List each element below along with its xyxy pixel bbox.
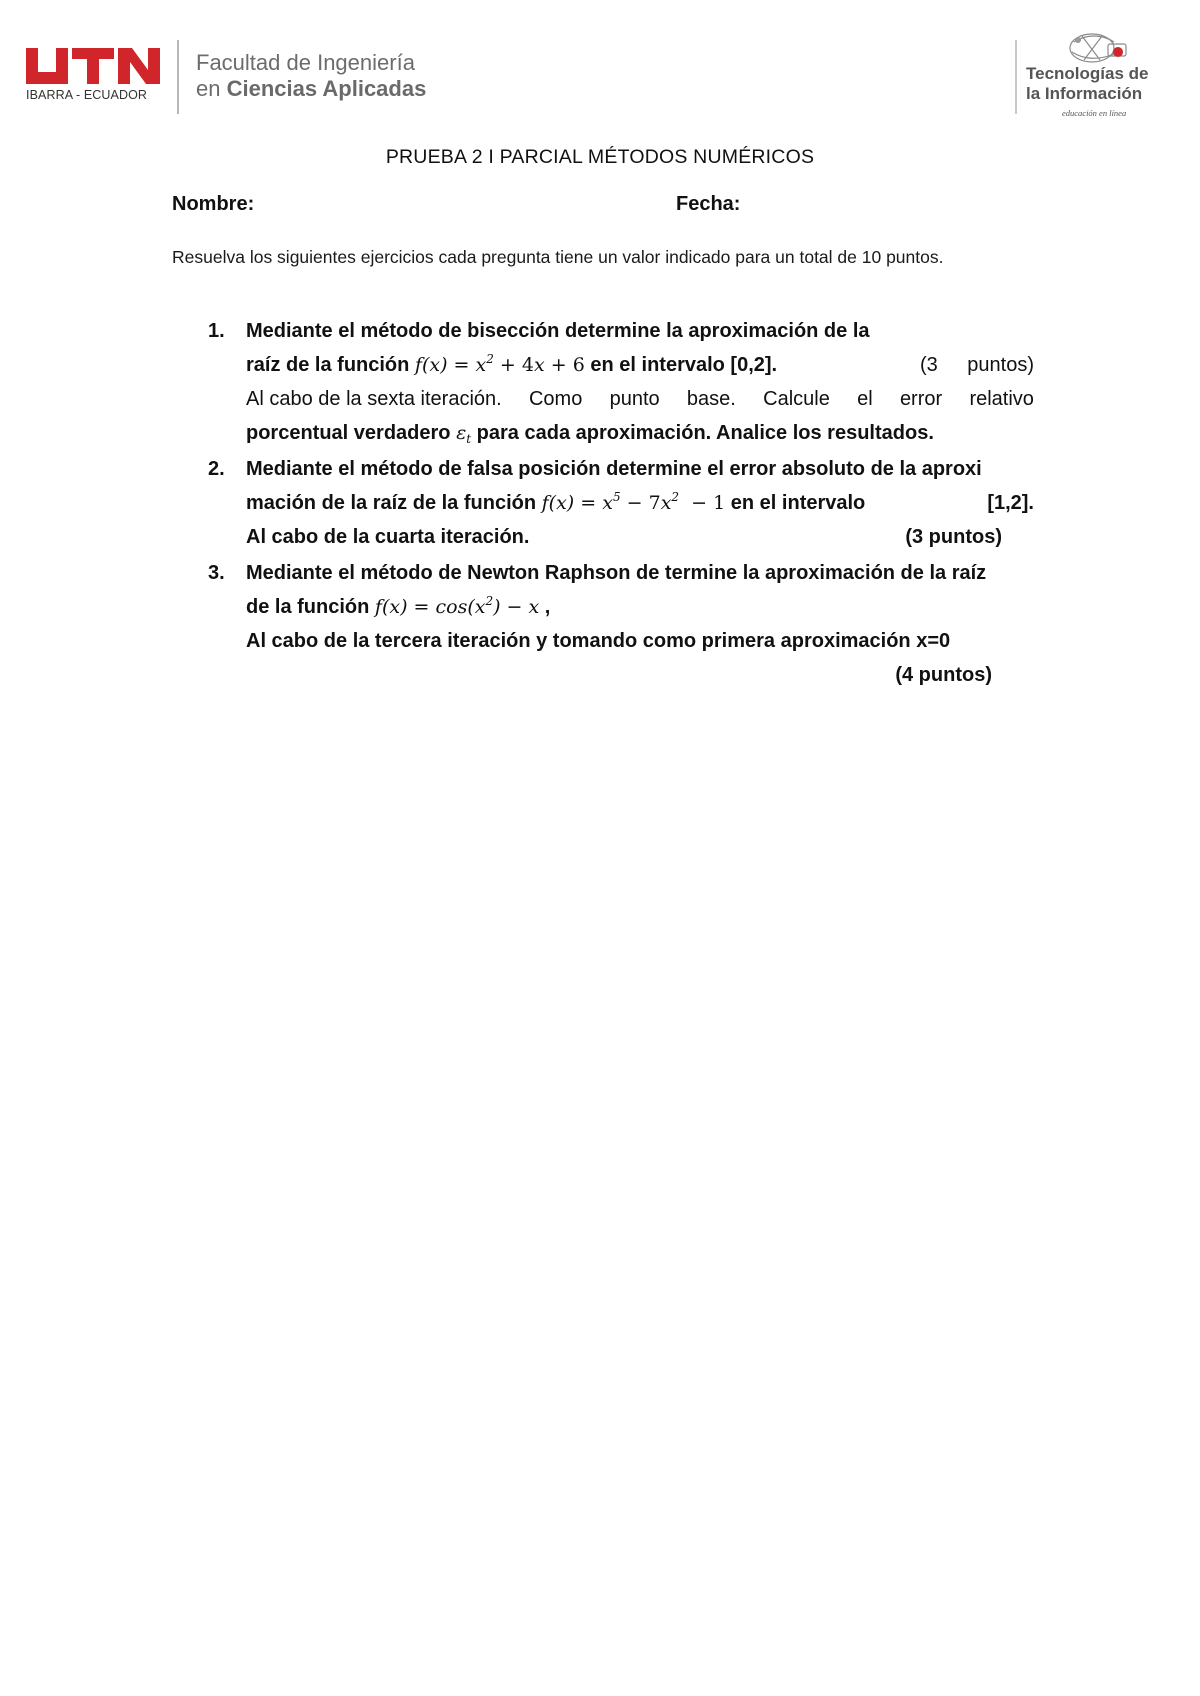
question-line — [246, 418, 934, 448]
ti-divider — [1015, 40, 1017, 114]
points-word: puntos) — [967, 354, 1034, 376]
formula-newton: $f(x) = \cos(x^2) - x$ — [374, 594, 540, 618]
faculty-line2 — [196, 76, 426, 102]
question-line-justified — [246, 384, 1034, 414]
points: (3 puntos) — [905, 526, 1002, 548]
name-label: Nombre: — [172, 193, 255, 215]
faculty-line2-prefix: en — [196, 76, 221, 101]
instructions: Resuelva los siguientes ejercicios cada pregunta tiene un valor indicado para un total de 10 puntos. — [172, 247, 944, 267]
ti-tagline: educación en línea — [1062, 108, 1127, 118]
formula-false-position: $f(x) = x^5 - 7x^2 - 1$ — [541, 490, 726, 514]
points-open: (3 — [920, 354, 938, 376]
question-line: Mediante el método de bisección determine la aproximación de la — [246, 320, 870, 342]
word: relativo — [969, 388, 1034, 410]
question-line: Al cabo de la tercera iteración y tomando como primera aproximación x=0 — [246, 630, 951, 652]
question-line: Al cabo de la cuarta iteración. — [246, 526, 530, 548]
formula-bisection: $f(x) = x^2 + 4x + 6$ — [414, 352, 585, 376]
exam-title: PRUEBA 2 I PARCIAL MÉTODOS NUMÉRICOS — [385, 146, 815, 168]
word: Calcule — [763, 388, 830, 410]
faculty-line2-bold: Ciencias Aplicadas — [226, 76, 427, 101]
ti-line1: Tecnologías de — [1026, 64, 1149, 83]
line-prefix: de la función — [246, 596, 370, 618]
question-line: Mediante el método de Newton Raphson de termine la aproximación de la raíz — [246, 562, 987, 584]
line-prefix: raíz de la función — [246, 354, 410, 376]
question-line: Mediante el método de falsa posición determine el error absoluto de la aproxi — [246, 458, 982, 480]
utn-location: IBARRA - ECUADOR — [26, 88, 148, 102]
line-suffix: en el intervalo — [730, 492, 866, 514]
word: base. — [686, 388, 736, 410]
line-prefix: mación de la raíz de la función — [246, 492, 537, 514]
points: (4 puntos) — [895, 664, 992, 686]
line-suffix: , — [544, 596, 551, 618]
faculty-line1: Facultad de Ingeniería — [196, 50, 415, 75]
line-suffix: en el intervalo [0,2]. — [590, 354, 778, 376]
question-number: 2. — [208, 458, 225, 480]
word: punto — [609, 388, 660, 410]
word: Como — [528, 388, 583, 410]
utn-logo — [26, 48, 160, 104]
utn-wordmark-icon — [26, 48, 160, 84]
word: error — [899, 388, 943, 410]
line-prefix: porcentual verdadero — [246, 422, 451, 444]
interval: [1,2]. — [987, 492, 1034, 514]
ti-logo — [1026, 28, 1176, 120]
line-suffix: para cada aproximación. Analice los resultados. — [476, 422, 934, 444]
epsilon-symbol: $\varepsilon_t$ — [456, 422, 472, 446]
ti-name — [1026, 64, 1149, 104]
question-line — [246, 350, 777, 380]
date-label: Fecha: — [676, 193, 741, 215]
header-divider — [177, 40, 179, 114]
word: Al cabo de la sexta iteración. — [246, 388, 502, 410]
question-number: 1. — [208, 320, 225, 342]
network-globe-icon — [1060, 28, 1140, 68]
ti-line2: la Información — [1026, 84, 1143, 103]
word: el — [857, 388, 873, 410]
faculty-name — [196, 50, 426, 102]
question-number: 3. — [208, 562, 225, 584]
page-header — [0, 0, 1200, 130]
question-line — [246, 592, 550, 622]
question-line — [246, 488, 865, 518]
